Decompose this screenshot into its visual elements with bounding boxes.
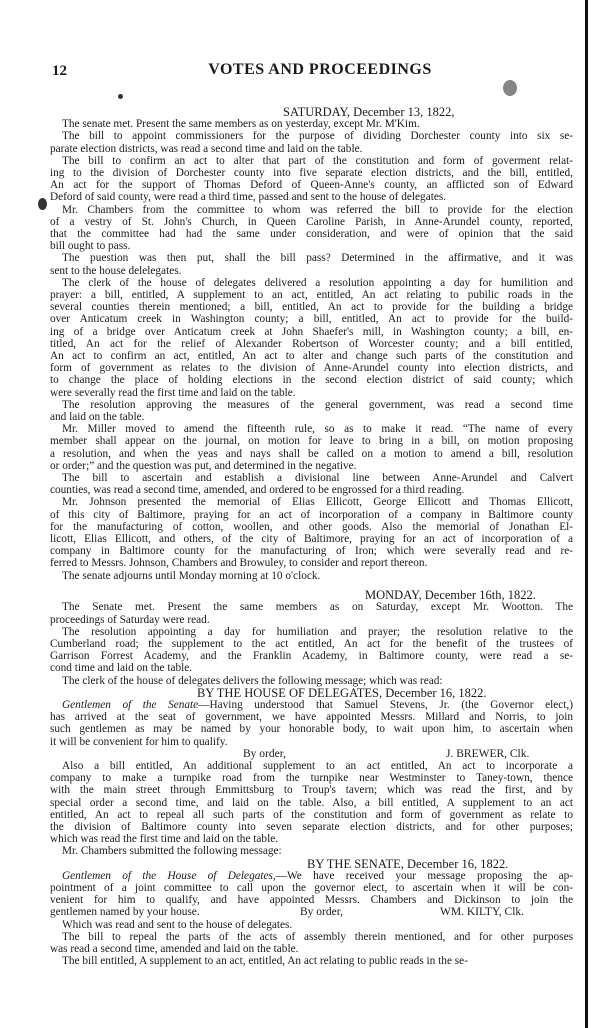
text-line: of a vestry of St. John's Church, in Queen Caroline Parish, in Anne-Arundel county, reported, xyxy=(50,215,573,228)
text-line: The bill to ascertain and establish a divisional line between Anne-Arundel and Calvert xyxy=(62,472,573,484)
text-line: The resolution appointing a day for humiliation and prayer; the resolution relative to the xyxy=(62,625,573,638)
text-line: The bill to appoint commissioners for the purpose of dividing Dorchester county into six se- xyxy=(62,130,573,143)
text-line: parate election districts, was read a second time and laid on the table. xyxy=(50,142,363,155)
page-number: 12 xyxy=(52,63,67,79)
text-line: with the main street through Emmittsburg to Troup's tavern; which was read the first, and by xyxy=(50,784,573,797)
text-line: company in Baltimore county for the manufacturing of Iron; which were severally read and re- xyxy=(50,545,573,558)
ink-blot xyxy=(118,94,123,99)
section-heading: SATURDAY, December 13, 1822, xyxy=(283,105,455,119)
text-line: Deford of said county, were read a third time, passed and sent to the house of delegates. xyxy=(50,191,447,204)
text-line: it will be convenient for him to qualify. xyxy=(50,735,228,748)
text-line: pointment of a joint committee to call upon the governor elect, to ascertain when it will be con- xyxy=(50,881,573,894)
text-line xyxy=(50,870,573,882)
section-heading: MONDAY, December 16th, 1822. xyxy=(365,588,536,603)
text-line: licott, Elias Ellicott, and others, of the city of Baltimore, praying for an act of incorporation of a xyxy=(50,533,573,545)
text-line: An act for the support of Thomas Deford of Queen-Anne's county, an afflicted son of Edward xyxy=(50,179,573,192)
text-line: several counties therein mentioned; a bill, entitled, An act to provide for the building a bridge xyxy=(50,301,573,314)
text-line: The bill to confirm an act to alter that part of the constitution and form of goverment relat- xyxy=(62,154,573,167)
text-line: Mr. Chambers from the committee to whom was referred the bill to provide for the election xyxy=(62,203,573,216)
text-line: for the manufacturing of cotton, woollen, and other goods. Also the memorial of Jonathan El- xyxy=(50,520,573,533)
text-line-segment: gentlemen named by your house. xyxy=(50,906,200,919)
text-line: The bill to repeal the parts of the acts of assembly therein mentioned, and for other purposes xyxy=(62,930,573,943)
page-title: VOTES AND PROCEEDINGS xyxy=(208,61,432,78)
salutation: Gentlemen of the Senate xyxy=(62,698,199,711)
section-heading: BY THE HOUSE OF DELEGATES, December 16, 1822. xyxy=(197,685,487,700)
text-line: Mr. Chambers submitted the following message: xyxy=(62,845,282,858)
text-line: The puestion was then put, shall the bill pass? Determined in the affirmative, and it was xyxy=(62,252,573,265)
signature-by-order: By order, xyxy=(300,905,343,918)
text-line: Which was read and sent to the house of delegates. xyxy=(62,918,293,931)
text-line: has arrived at the seat of government, we have appointed Messrs. Millard and Norris, to join xyxy=(50,711,573,724)
text-line: venient for him to qualify, and have appointed Messrs. Chambers and Dickinson to join the xyxy=(50,894,573,907)
text-line: was read a second time, amended and laid on the table. xyxy=(50,942,299,955)
text-line: prayer: a bill, entitled, A supplement to an act, entitled, An act relating to pubilic roads in the xyxy=(50,289,573,301)
text-line: bill ought to pass. xyxy=(50,240,131,253)
text-line: The clerk of the house of delegates delivers the following message; which was read: xyxy=(62,674,443,687)
text-line: cond time and laid on the table. xyxy=(50,662,193,675)
text-line: Mr. Miller moved to amend the fifteenth rule, so as to make it read. “The name of every xyxy=(62,423,573,436)
text-line: company to make a turnpike road from the turnpike near Westminster to Taney-town, thence xyxy=(50,772,573,785)
text-line: such gentlemen as may be named by your honorable body, to wait upon him, to ascertain when xyxy=(50,723,573,736)
text-line: counties, was read a second time, amended, and ordered to be engrossed for a third reading. xyxy=(50,484,465,497)
text-line: Mr. Johnson presented the memorial of Elias Ellicott, George Ellicott and Thomas Ellicott, xyxy=(62,496,573,509)
text-line: An act to confirm an act, entitled, An act to alter and change such parts of the constitution and xyxy=(50,350,573,362)
text-line: The clerk of the house of delegates delivered a resolution appointing a day for humilition and xyxy=(62,276,573,289)
text-line-segment: —We have received your message proposing the ap- xyxy=(275,869,573,882)
text-line: form of government as relates to the division of Anne-Arundel county into election districts, and xyxy=(50,362,573,375)
text-line: and laid on the table. xyxy=(50,411,145,423)
text-line: of this city of Baltimore, praying for an act of incorporation of a company in Baltimore county xyxy=(50,508,573,521)
text-line: ing of a bridge over Anticatum creek at John Shaefer's mill, in Washington county; a bill, en- xyxy=(50,325,573,338)
text-line: member shall appear on the journal, on motion for leave to bring in a bill, on motion proposing xyxy=(50,435,573,448)
text-line: ing to the division of Dorchester county into five separate election districts, and the bill, entitled, xyxy=(50,167,573,179)
text-line: which was read the first time and laid on the table. xyxy=(50,833,279,846)
ink-blot xyxy=(503,80,517,96)
text-line: The resolution approving the measures of the general government, was read a second time xyxy=(62,398,573,411)
text-line: Cumberland road; the supplement to the act entitled, An act for the benefit of the trustees of xyxy=(50,637,573,650)
ink-blot xyxy=(38,198,47,210)
text-line: special order a second time, and laid on the table. Also, a bill entitled, A supplement to an act xyxy=(50,796,573,809)
text-line: The senate adjourns until Monday morning at 10 o'clock. xyxy=(62,569,321,582)
signature-clerk: WM. KILTY, Clk. xyxy=(440,905,525,918)
text-line: entitled, An act to repeal all such parts of the constitution and form of government as relate to xyxy=(50,808,573,821)
text-line: ferred to Messrs. Johnson, Chambers and Browuley, to consider and report thereon. xyxy=(50,557,428,570)
text-line: the division of Baltimore county into seven separate election districts, and for other purposes; xyxy=(50,820,573,833)
text-line: proceedings of Saturday were read. xyxy=(50,613,210,626)
signature-by-order: By order, xyxy=(243,747,286,760)
text-line: Also a bill entitled, An additional supplement to an act entitled, An act to incorporate a xyxy=(62,759,573,772)
text-line: over Anticatum creek in Washington county; a bill, entitled, An act to provide for the build- xyxy=(50,313,573,326)
text-line: The Senate met. Present the same members as on Saturday, except Mr. Wootton. The xyxy=(62,601,573,614)
text-line: Garrison Forrest Academy, and the Franklin Academy, in Baltimore county, were read a se- xyxy=(50,650,573,663)
text-line: The senate met. Present the same members as on yesterday, except Mr. M'Kim. xyxy=(62,118,420,131)
text-line: were severally read the first time and laid on the table. xyxy=(50,386,296,399)
text-line-segment: —Having understood that Samuel Stevens, Jr. (the Governor elect,) xyxy=(198,698,573,711)
text-line xyxy=(50,699,573,711)
text-line: or order;” and the question was put, and determined in the negative. xyxy=(50,459,357,472)
text-line: a resolution, and when the yeas and nays shall be called on a motion to amend a bill, resolution xyxy=(50,447,573,460)
text-line: titled, An act for the relief of Alexander Robertson of Worcester county; and a bill entitled, xyxy=(50,337,573,350)
salutation: Gentlemen of the House of Delegates, xyxy=(62,869,276,882)
text-line: that the committee had had the same under consideration, and were of opinion that the said xyxy=(50,228,573,240)
signature-clerk: J. BREWER, Clk. xyxy=(446,747,530,760)
section-heading: BY THE SENATE, December 16, 1822. xyxy=(307,856,509,871)
text-line: sent to the house delelegates. xyxy=(50,264,182,277)
text-line: to change the place of holding elections in the second election district of said county; which xyxy=(50,374,573,387)
text-line: The bill entitled, A supplement to an act, entitled, An act relating to public reads in the se- xyxy=(62,955,468,968)
page-edge-border xyxy=(585,0,588,1028)
